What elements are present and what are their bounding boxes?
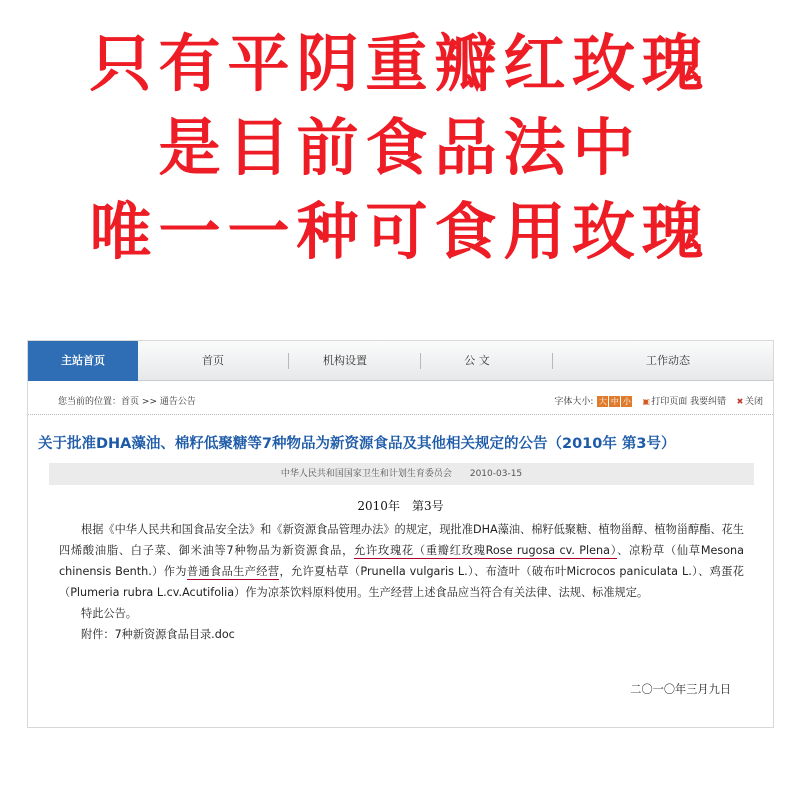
headline-line-2: 是目前食品法中	[158, 111, 642, 184]
nav-item-work-news[interactable]: 工作动态	[646, 354, 690, 367]
paragraph-text: 、凉粉草（仙草Mesona chinensis Benth.）作为	[59, 544, 745, 578]
font-size-medium-button[interactable]: 中	[610, 397, 619, 406]
close-link[interactable]: 关闭	[744, 397, 763, 407]
breadcrumb-prefix: 您当前的位置：	[58, 397, 122, 407]
breadcrumb-home-link[interactable]: 首页	[121, 397, 140, 407]
breadcrumb-current-link[interactable]: 通告公告	[159, 397, 196, 407]
nav-divider	[288, 353, 289, 369]
font-size-small-button[interactable]: 小	[622, 397, 631, 406]
report-error-link[interactable]: 我要纠错	[690, 397, 727, 407]
page-tools	[554, 389, 763, 415]
document-date: 二〇一〇年三月九日	[630, 683, 731, 696]
breadcrumb	[58, 389, 196, 415]
print-icon: ▣	[642, 396, 650, 406]
nav-divider	[552, 353, 553, 369]
print-link[interactable]: 打印页面	[651, 397, 688, 407]
highlighted-food-clause: 普通食品生产经营	[186, 565, 280, 578]
article-paragraph	[59, 519, 744, 603]
nav-item-main-home[interactable]: 主站首页	[28, 341, 138, 381]
webpage-screenshot	[27, 340, 774, 728]
document-number: 2010年 第3号	[357, 499, 444, 513]
nav-item-home[interactable]: 首页	[202, 354, 224, 367]
headline	[0, 22, 800, 274]
notice-line: 特此公告。	[81, 607, 137, 620]
highlighted-rose-clause: 允许玫瑰花（重瓣红玫瑰Rose rugosa cv. Plena）	[354, 544, 618, 557]
breadcrumb-separator: >>	[141, 397, 157, 407]
font-size-label: 字体大小:	[554, 397, 594, 407]
attachment-link[interactable]: 附件：7种新资源食品目录.doc	[81, 628, 235, 641]
paragraph-text: ，允许夏枯草（Prunella vulgaris L.）、布渣叶（破布叶Microcos paniculata L.）、鸡蛋花（Plumeria rubra L.cv.Acutifolia）作为凉茶饮料原料使用。生产经营上述食品应当符合有关法律、法规、标准规定。	[59, 565, 744, 599]
paragraph-text: 根据《中华人民共和国食品安全法》和《新资源食品管理办法》的规定，现批准DHA藻油、棉籽低聚糖、植物甾醇、植物甾醇酯、花生四烯酸油脂、白子菜、御米油等7种物品为新资源食品，	[59, 523, 744, 557]
font-size-large-button[interactable]: 大	[598, 397, 607, 406]
top-nav	[28, 341, 773, 381]
headline-line-3: 唯一一种可食用玫瑰	[89, 195, 711, 268]
article-meta: 中华人民共和国国家卫生和计划生育委员会 2010-03-15	[49, 463, 754, 485]
article-body	[59, 519, 744, 645]
nav-item-documents[interactable]: 公 文	[464, 354, 490, 367]
location-bar	[28, 389, 773, 415]
headline-line-1: 只有平阴重瓣红玫瑰	[89, 27, 711, 100]
close-icon: ✖	[736, 396, 744, 406]
nav-divider	[420, 353, 421, 369]
article-title: 关于批准DHA藻油、棉籽低聚糖等7种物品为新资源食品及其他相关规定的公告（2010年 第3号）	[38, 436, 676, 452]
nav-item-organization[interactable]: 机构设置	[323, 354, 367, 367]
